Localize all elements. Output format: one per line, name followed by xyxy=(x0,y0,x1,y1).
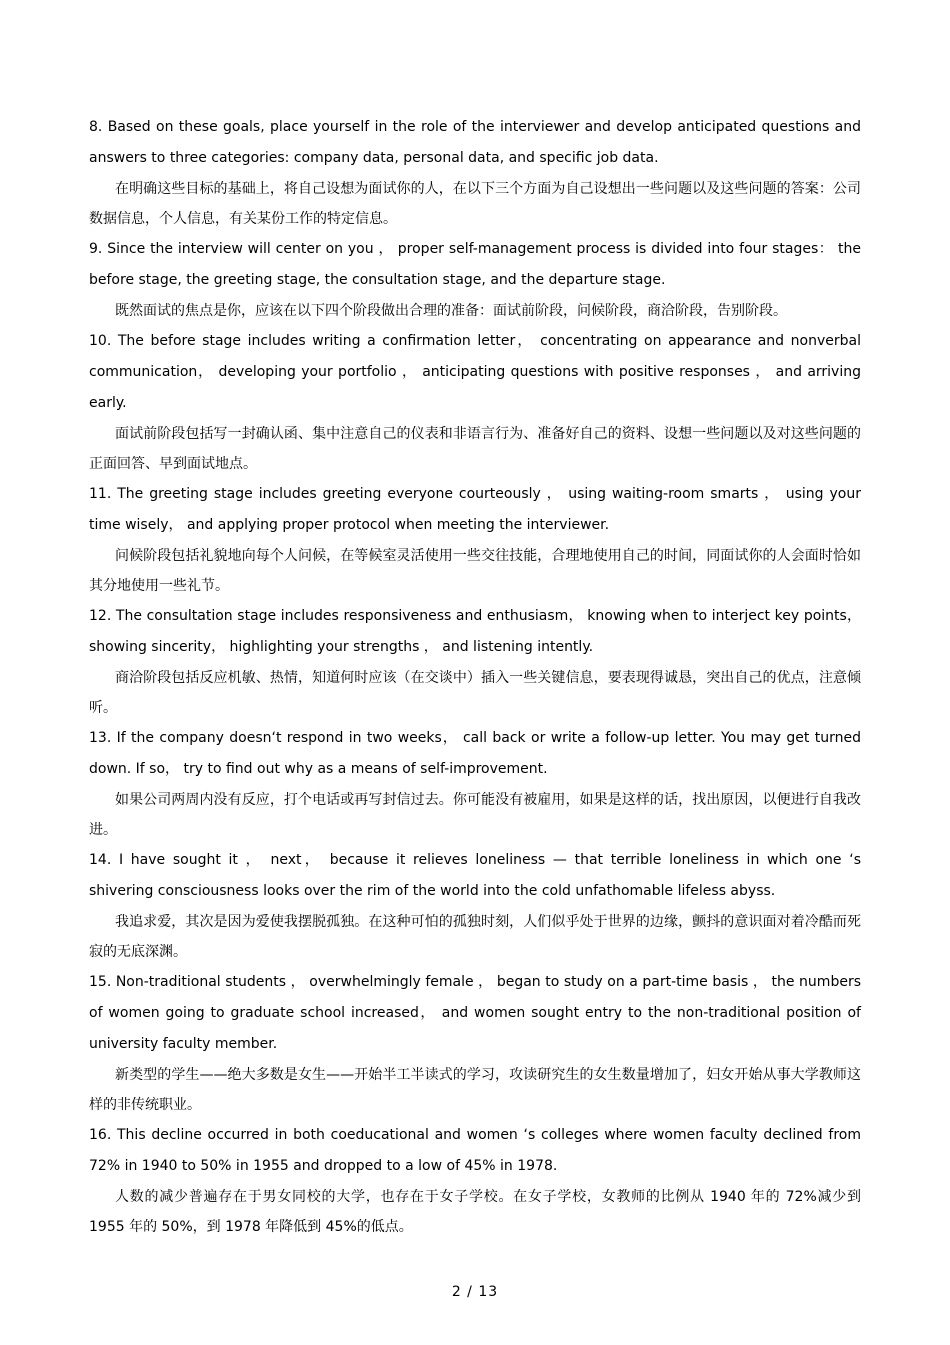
paragraph-9-chinese: 既然面试的焦点是你，应该在以下四个阶段做出合理的准备：面试前阶段，问候阶段，商洽阶段，告别阶段。 xyxy=(115,303,787,319)
paragraph-12-chinese: 商洽阶段包括反应机敏、热情，知道何时应该（在交谈中）插入一些关键信息，要表现得诚恳，突出自己的优点，注意倾听。 xyxy=(89,670,861,716)
paragraph-9-english: 9. Since the interview will center on you ， proper self-management process is divided into four stages： the before stage, the greeting stage, the consultation stage, and the departure stage. xyxy=(89,241,861,288)
page-number: 2 / 13 xyxy=(451,1284,499,1300)
paragraph-16-english: 16. This decline occurred in both coeducational and women ‘s colleges where women faculty declined from 72% in 1940 to 50% in 1955 and dropped to a low of 45% in 1978. xyxy=(89,1127,861,1174)
paragraph-11-english: 11. The greeting stage includes greeting everyone courteously ， using waiting-room smarts ， using your time wisely， and applying proper protocol when meeting the interviewer. xyxy=(89,486,861,533)
paragraph-10-english: 10. The before stage includes writing a confirmation letter， concentrating on appearance and nonverbal communication， developing your portfolio ， anticipating questions with positive responses ， and arriving early. xyxy=(89,333,861,411)
document-body xyxy=(89,112,861,1242)
paragraph-16-chinese: 人数的减少普遍存在于男女同校的大学，也存在于女子学校。在女子学校，女教师的比例从 1940 年的 72%减少到 1955 年的 50%，到 1978 年降低到 45%的低点。 xyxy=(89,1189,861,1235)
paragraph-11-chinese: 问候阶段包括礼貌地向每个人问候，在等候室灵活使用一些交往技能，合理地使用自己的时间，同面试你的人会面时恰如其分地使用一些礼节。 xyxy=(89,548,861,594)
paragraph-14-english: 14. I have sought it ， next， because it relieves loneliness — that terrible loneliness in which one ‘s shivering consciousness looks over the rim of the world into the cold unfathomable lifeless abyss. xyxy=(89,852,861,899)
paragraph-12-english: 12. The consultation stage includes responsiveness and enthusiasm， knowing when to interject key points， showing sincerity， highlighting your strengths ， and listening intently. xyxy=(89,608,861,655)
paragraph-13-english: 13. If the company doesn‘t respond in two weeks， call back or write a follow-up letter. You may get turned down. If so， try to find out why as a means of self-improvement. xyxy=(89,730,861,777)
paragraph-15-chinese: 新类型的学生——绝大多数是女生——开始半工半读式的学习，攻读研究生的女生数量增加了，妇女开始从事大学教师这样的非传统职业。 xyxy=(89,1067,861,1113)
paragraph-8-english: 8. Based on these goals, place yourself in the role of the interviewer and develop anticipated questions and answers to three categories: company data, personal data, and specific job data. xyxy=(89,119,861,166)
paragraph-10-chinese: 面试前阶段包括写一封确认函、集中注意自己的仪表和非语言行为、准备好自己的资料、设想一些问题以及对这些问题的正面回答、早到面试地点。 xyxy=(89,426,861,472)
paragraph-14-chinese: 我追求爱，其次是因为爱使我摆脱孤独。在这种可怕的孤独时刻，人们似乎处于世界的边缘，颤抖的意识面对着冷酷而死寂的无底深渊。 xyxy=(89,914,861,960)
paragraph-15-english: 15. Non-traditional students ， overwhelmingly female ， began to study on a part-time basis ， the numbers of women going to graduate school increased， and women sought entry to the non-traditional position of university faculty member. xyxy=(89,974,861,1052)
paragraph-8-chinese: 在明确这些目标的基础上，将自己设想为面试你的人，在以下三个方面为自己设想出一些问题以及这些问题的答案：公司数据信息，个人信息，有关某份工作的特定信息。 xyxy=(89,181,861,227)
paragraph-13-chinese: 如果公司两周内没有反应，打个电话或再写封信过去。你可能没有被雇用，如果是这样的话，找出原因，以便进行自我改进。 xyxy=(89,792,861,838)
